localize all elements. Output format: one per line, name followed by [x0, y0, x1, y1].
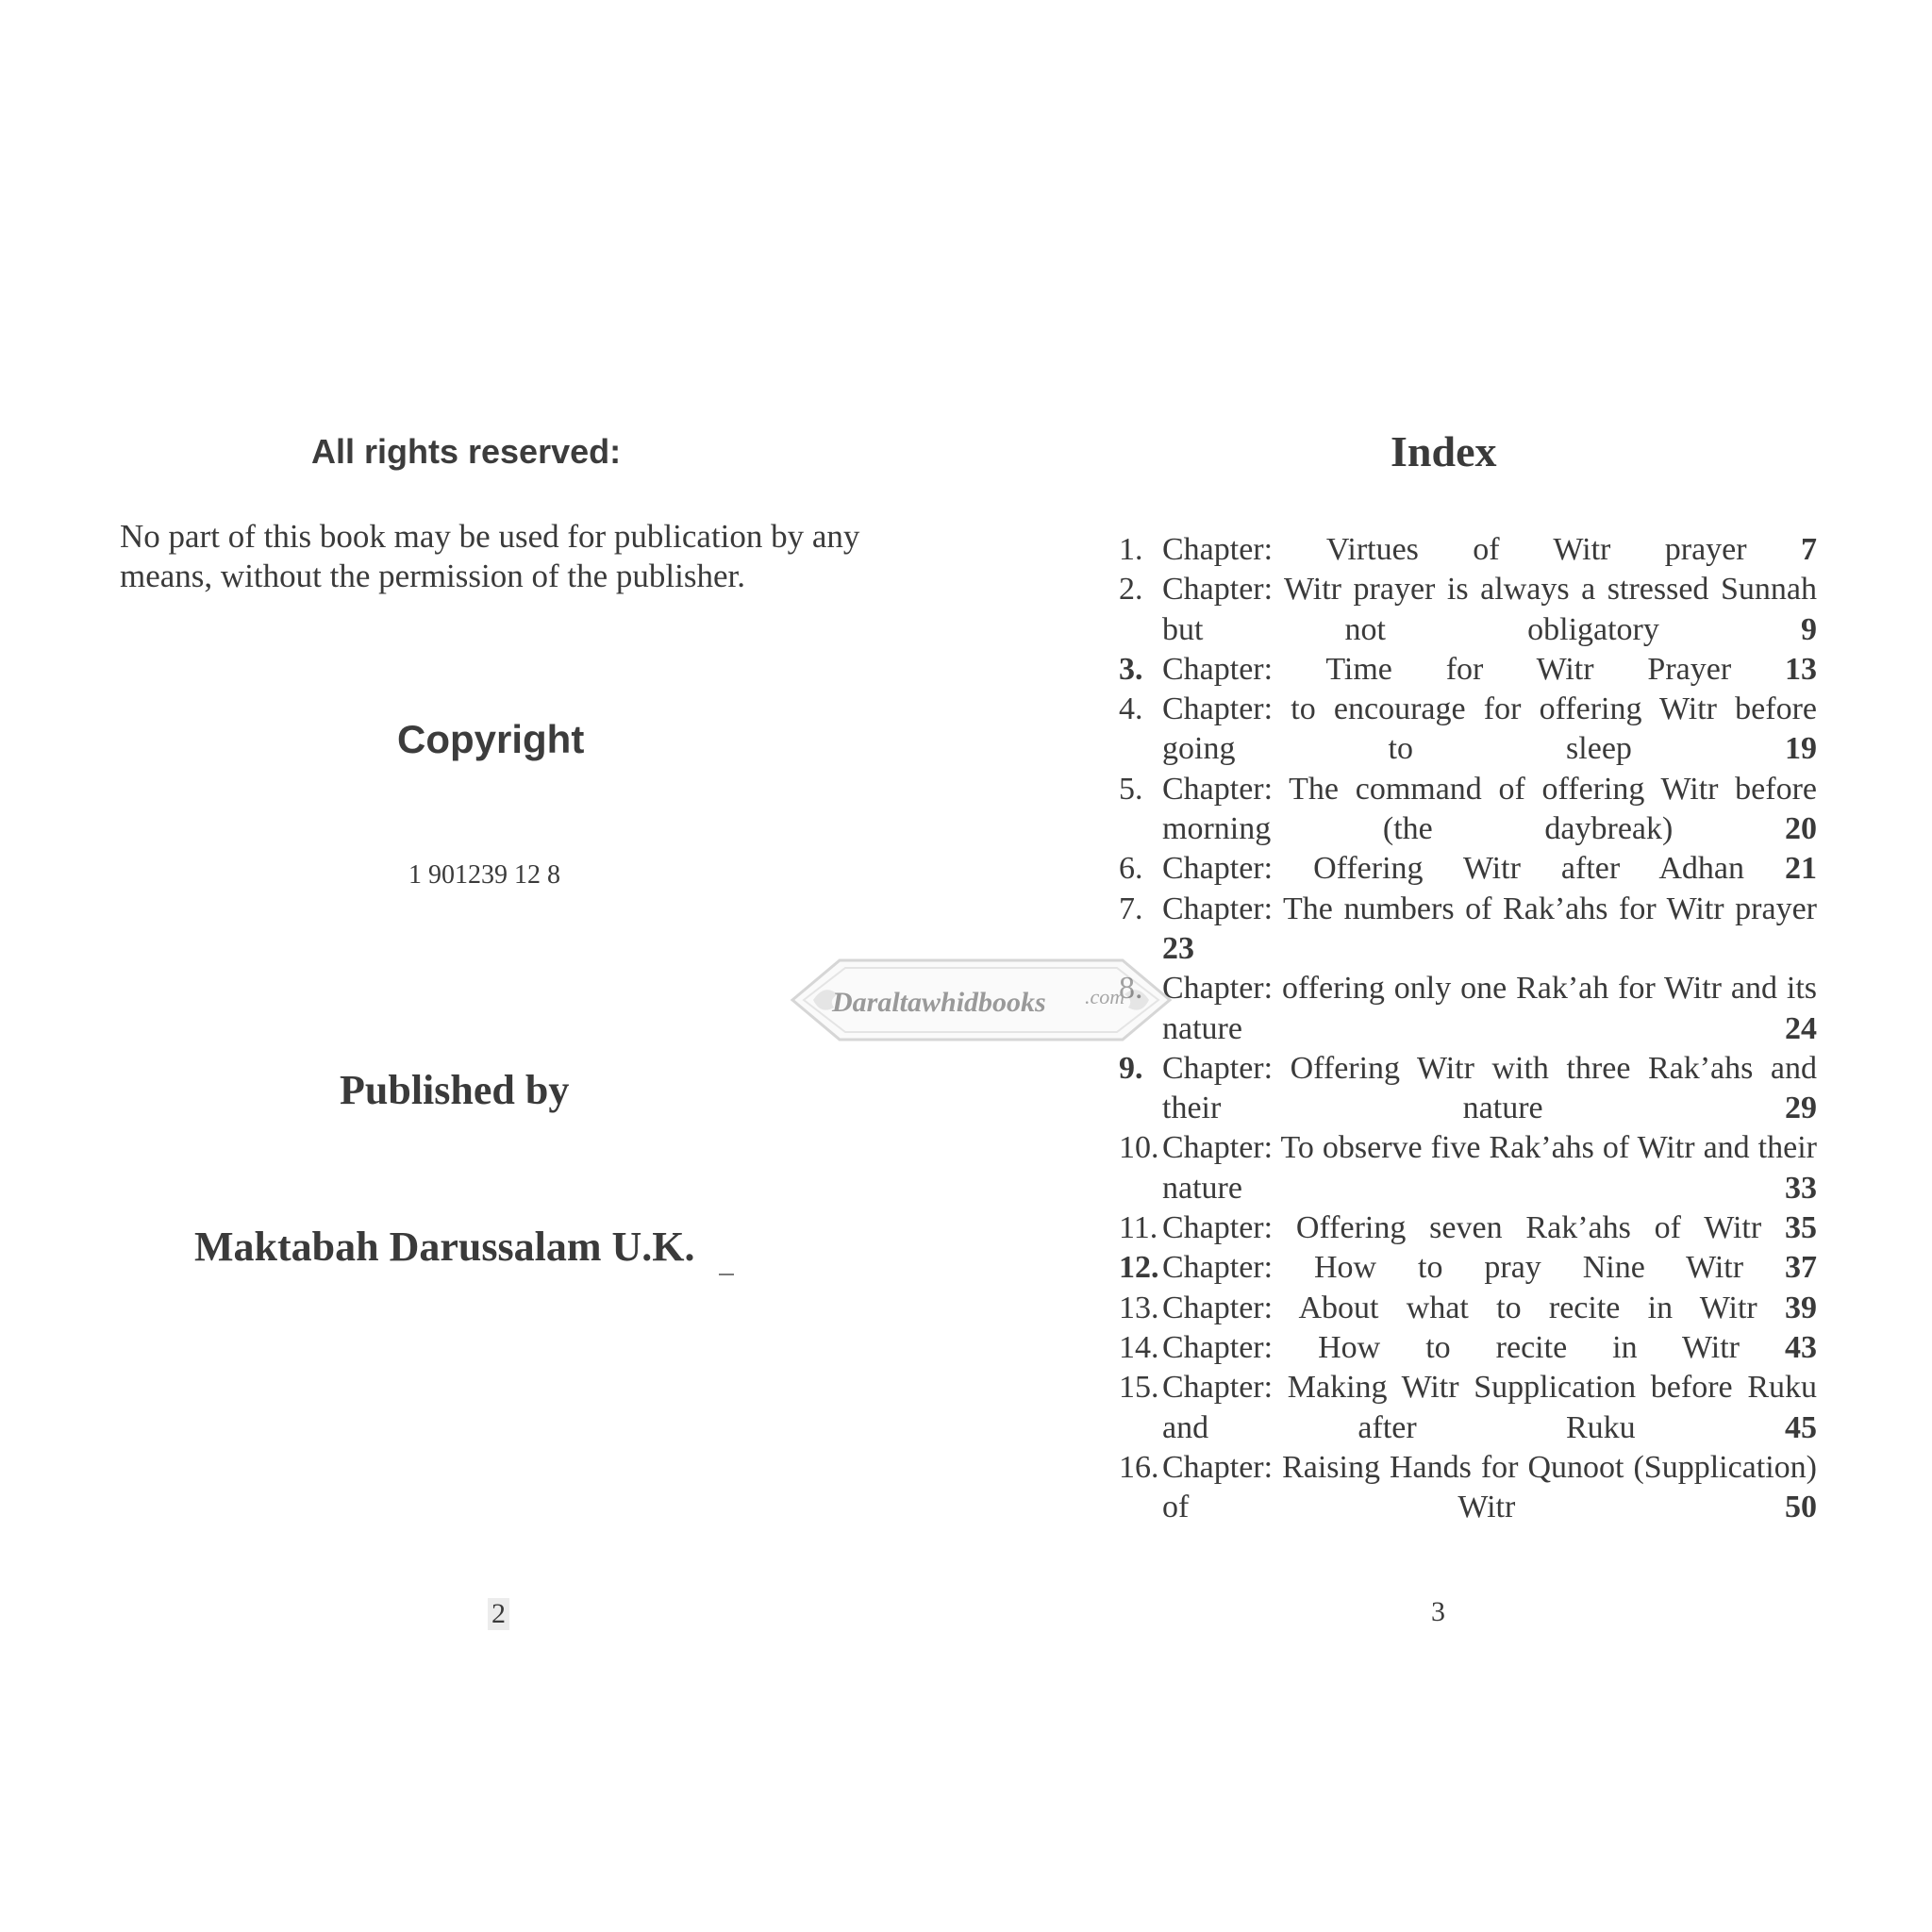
index-entry-page: 35 [1785, 1210, 1818, 1246]
index-list [1119, 530, 1817, 1527]
index-entry-number: 10. [1119, 1130, 1159, 1166]
index-entry-body [1162, 1289, 1817, 1328]
index-entry-number: 11. [1119, 1210, 1158, 1246]
publisher-name: Maktabah Darussalam U.K. [194, 1224, 695, 1270]
page-number-left: 2 [488, 1598, 509, 1630]
index-entry-body [1162, 1448, 1817, 1528]
index-entry-page: 45 [1785, 1409, 1818, 1445]
index-entry-title: Chapter: The command of offering Witr before morning (the daybreak) [1162, 771, 1817, 847]
index-entry [1119, 770, 1817, 850]
index-entry-title: Chapter: About what to recite in Witr [1162, 1290, 1757, 1325]
index-entry [1119, 1248, 1817, 1288]
index-entry-number: 5. [1119, 771, 1143, 807]
index-entry [1119, 1289, 1817, 1328]
rights-text: No part of this book may be used for publication by any means, without the permission of the publisher. [120, 518, 860, 594]
index-entry-number: 13. [1119, 1290, 1159, 1325]
index-entry-title: Chapter: Witr prayer is always a stressed Sunnah but not obligatory [1162, 572, 1817, 647]
index-entry-body [1162, 849, 1817, 889]
index-entry-page: 24 [1785, 1010, 1817, 1046]
index-entry-page: 50 [1785, 1490, 1817, 1525]
index-entry [1119, 890, 1817, 970]
index-entry [1119, 650, 1817, 690]
index-entry-body [1162, 1128, 1817, 1208]
index-entry-body [1162, 1368, 1817, 1448]
index-entry [1119, 1049, 1817, 1129]
index-entry [1119, 570, 1817, 650]
index-entry [1119, 1128, 1817, 1208]
index-entry-page: 37 [1785, 1250, 1817, 1286]
index-entry [1119, 849, 1817, 889]
index-entry-page: 43 [1785, 1329, 1817, 1365]
index-entry-number: 16. [1119, 1449, 1159, 1485]
index-entry [1119, 1328, 1817, 1368]
page-number-right: 3 [1431, 1596, 1445, 1627]
index-heading: Index [1391, 427, 1497, 475]
index-entry-title: Chapter: The numbers of Rak’ahs for Witr prayer [1162, 891, 1817, 926]
index-entry-title: Chapter: How to recite in Witr [1162, 1329, 1740, 1365]
published-by-heading: Published by [340, 1067, 570, 1113]
index-entry-page: 33 [1785, 1170, 1817, 1206]
watermark-logo [783, 953, 1179, 1047]
index-entry-page: 39 [1785, 1290, 1818, 1325]
index-entry-title: Chapter: Making Witr Supplication before Ruku and after Ruku [1162, 1370, 1817, 1445]
watermark-text: Daraltawhidbooks [832, 987, 1046, 1018]
index-entry-title: Chapter: Offering Witr with three Rak’ahs and their nature [1162, 1050, 1817, 1126]
index-entry-title: Chapter: To observe five Rak’ahs of Witr and their nature [1162, 1130, 1817, 1206]
index-entry-body [1162, 530, 1817, 570]
index-entry [1119, 969, 1817, 1049]
index-entry-body [1162, 1049, 1817, 1129]
index-entry-page: 23 [1162, 930, 1194, 966]
index-entry-body [1162, 969, 1817, 1049]
index-entry-body [1162, 690, 1817, 770]
index-entry-title: Chapter: Virtues of Witr prayer [1162, 532, 1747, 567]
index-entry-title: Chapter: offering only one Rak’ah for Witr and its nature [1162, 971, 1817, 1046]
index-entry [1119, 1208, 1817, 1248]
index-entry-page: 19 [1785, 731, 1817, 767]
index-entry-page: 21 [1785, 851, 1818, 887]
index-entry-title: Chapter: How to pray Nine Witr [1162, 1250, 1744, 1286]
index-entry-title: Chapter: Time for Witr Prayer [1162, 651, 1732, 687]
index-entry-number: 9. [1119, 1050, 1143, 1086]
index-entry-number: 15. [1119, 1370, 1159, 1406]
index-entry-body [1162, 1248, 1817, 1288]
index-entry [1119, 1368, 1817, 1448]
index-entry-page: 9 [1801, 611, 1817, 647]
index-entry-title: Chapter: Raising Hands for Qunoot (Supplication) of Witr [1162, 1449, 1817, 1525]
index-entry-number: 12. [1119, 1250, 1159, 1286]
index-entry [1119, 690, 1817, 770]
index-entry-number: 2. [1119, 572, 1143, 608]
index-entry-number: 7. [1119, 891, 1143, 926]
isbn: 1 901239 12 8 [408, 860, 560, 890]
index-entry-page: 13 [1785, 651, 1817, 687]
index-entry-page: 20 [1785, 811, 1817, 847]
index-entry-title: Chapter: to encourage for offering Witr before going to sleep [1162, 691, 1817, 767]
index-entry-page: 7 [1801, 532, 1817, 567]
rights-heading: All rights reserved: [311, 432, 622, 471]
index-entry-number: 3. [1119, 651, 1143, 687]
index-entry-body [1162, 1208, 1817, 1248]
index-entry-number: 6. [1119, 851, 1143, 887]
index-entry-number: 1. [1119, 532, 1143, 567]
index-entry-page: 29 [1785, 1091, 1817, 1126]
index-entry-body [1162, 770, 1817, 850]
index-entry [1119, 1448, 1817, 1528]
index-entry [1119, 530, 1817, 570]
index-entry-body [1162, 570, 1817, 650]
copyright-heading: Copyright [397, 717, 585, 761]
publisher-underline-mark [719, 1274, 734, 1275]
index-entry-title: Chapter: Offering Witr after Adhan [1162, 851, 1744, 887]
index-entry-title: Chapter: Offering seven Rak’ahs of Witr [1162, 1210, 1762, 1246]
index-entry-body [1162, 890, 1817, 970]
watermark-suffix: .com [1085, 985, 1125, 1008]
index-entry-number: 14. [1119, 1329, 1159, 1365]
index-entry-body [1162, 650, 1817, 690]
index-entry-number: 4. [1119, 691, 1143, 727]
index-entry-body [1162, 1328, 1817, 1368]
